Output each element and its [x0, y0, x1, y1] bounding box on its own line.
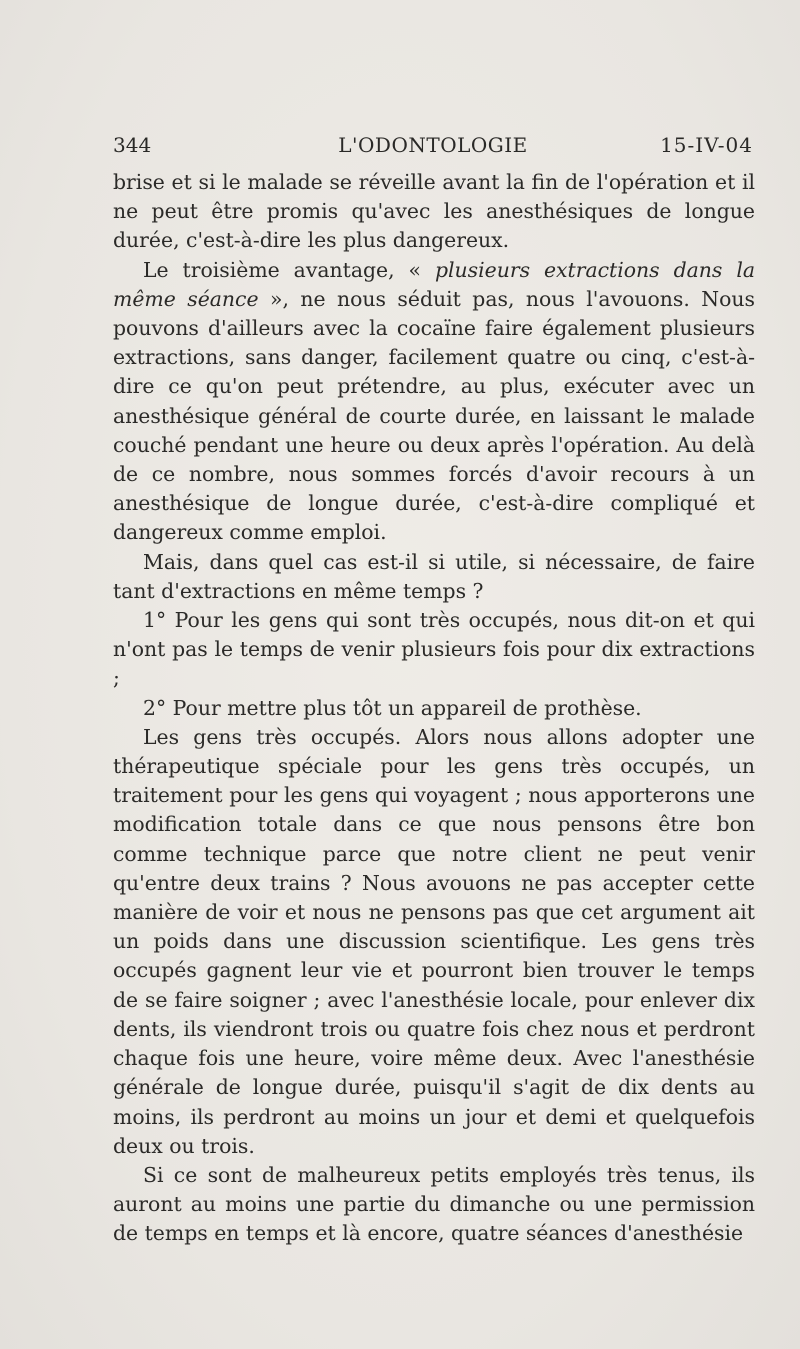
paragraph-text: », ne nous séduit pas, nous l'avouons. Nous pouvons d'ailleurs avec la cocaïne faire également plusieurs extractions, sans danger, facilement quatre ou cinq, c'est-à-dire ce qu'on peut prétendre, au plus, exécuter avec un anesthésique général de courte durée, en laissant le malade couché pendant une heure ou deux après l'opération. Au delà de ce nombre, nous sommes forcés d'avoir recours à un anesthésique de longue durée, c'est-à-dire compliqué et dangereux comme emploi.: [113, 286, 755, 545]
paragraph-third-advantage: [113, 256, 755, 548]
italic-quote: plusieurs extractions dans la même séance: [113, 257, 755, 311]
paragraph-busy-people: Les gens très occupés. Alors nous allons adopter une thérapeutique spéciale pour les gens très occupés, un traitement pour les gens qui voyagent ; nous apporterons une modification totale dans ce que nous pensons être bon comme technique parce que notre client ne peut venir qu'entre deux trains ? Nous avouons ne pas accepter cette manière de voir et nous ne pensons pas que cet argument ait un poids dans une discussion scientifique. Les gens très occupés gagnent leur vie et pourront bien trouver le temps de se faire soigner ; avec l'anesthésie locale, pour enlever dix dents, ils viendront trois ou quatre fois chez nous et perdront chaque fois une heure, voire même deux. Avec l'anesthésie générale de longue durée, puisqu'il s'agit de dix dents au moins, ils perdront au moins un jour et demi et quelquefois deux ou trois.: [113, 724, 755, 1158]
list-item-1: 1° Pour les gens qui sont très occupés, nous dit-on et qui n'ont pas le temps de venir plusieurs fois pour dix extractions ;: [113, 608, 755, 691]
body-text: [113, 168, 755, 1249]
list-item-2: 2° Pour mettre plus tôt un appareil de prothèse.: [143, 695, 642, 720]
paragraph-employees: Si ce sont de malheureux petits employés très tenus, ils auront au moins une partie du dimanche ou une permission de temps en temps et là encore, quatre séances d'anesthésie: [113, 1162, 755, 1246]
issue-date: 15-IV-04: [660, 133, 753, 157]
paragraph-text: Le troisième avantage, «: [143, 257, 435, 282]
page-number: 344: [113, 133, 152, 157]
running-head: [113, 133, 753, 161]
journal-title: L'ODONTOLOGIE: [338, 133, 528, 157]
paragraph-continuation: brise et si le malade se réveille avant la fin de l'opération et il ne peut être promis qu'avec les anesthésiques de longue durée, c'est-à-dire les plus dangereux.: [113, 170, 755, 253]
paragraph-question: Mais, dans quel cas est-il si utile, si nécessaire, de faire tant d'extractions en même temps ?: [113, 549, 755, 603]
